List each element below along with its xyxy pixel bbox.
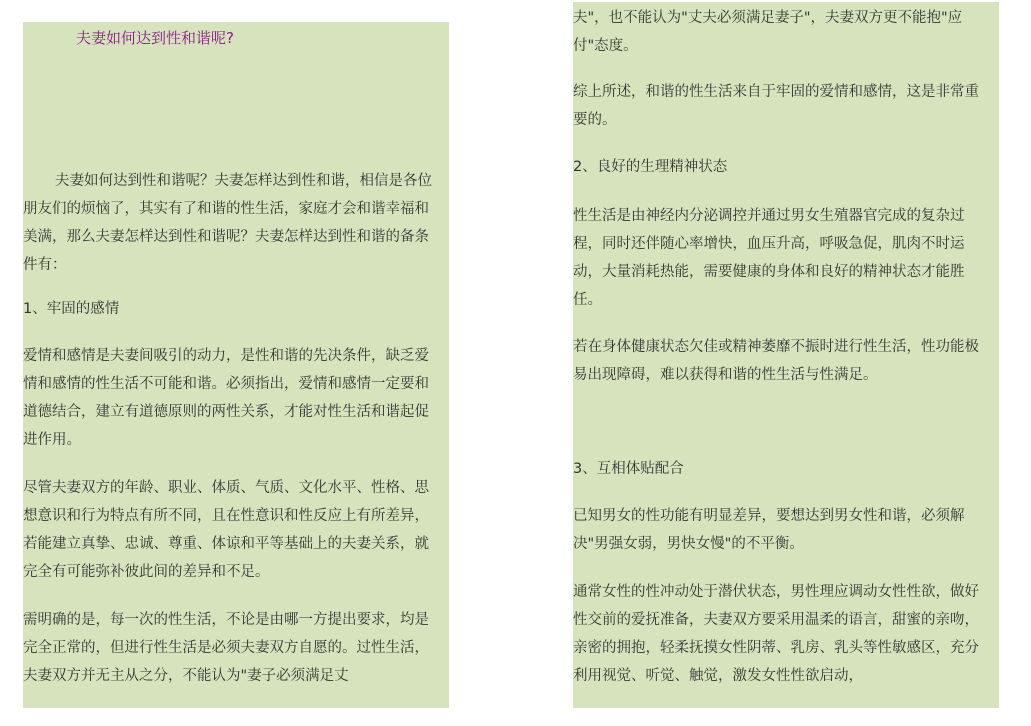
article-title: 夫妻如何达到性和谐呢? xyxy=(76,29,234,47)
article-column-right xyxy=(573,2,999,708)
paragraph: 已知男女的性功能有明显差异，要想达到男女性和谐，必须解决"男强女弱，男快女慢"的不平衡。 xyxy=(573,508,965,552)
section-heading-2: 2、良好的生理精神状态 xyxy=(573,159,728,175)
article-column-left xyxy=(23,22,449,708)
paragraph: 性生活是由神经内分泌调控并通过男女生殖器官完成的复杂过程，同时还伴随心率增快，血压升高，呼吸急促，肌肉不时运动，大量消耗热能，需要健康的身体和良好的精神状态才能胜任。 xyxy=(573,208,965,308)
paragraph: 需明确的是，每一次的性生活，不论是由哪一方提出要求，均是完全正常的，但进行性生活是必须夫妻双方自愿的。过性生活，夫妻双方并无主从之分，不能认为"妻子必须满足丈 xyxy=(23,612,429,684)
section-heading-1: 1、牢固的感情 xyxy=(23,301,120,317)
paragraph: 通常女性的性冲动处于潜伏状态，男性理应调动女性性欲，做好性交前的爱抚准备，夫妻双方要采用温柔的语言，甜蜜的亲吻，亲密的拥抱，轻柔抚摸女性阴蒂、乳房、乳头等性敏感区，充分利用视觉、听觉、触觉，激发女性性欲启动， xyxy=(573,584,979,684)
paragraph: 夫"，也不能认为"丈夫必须满足妻子"，夫妻双方更不能抱"应付"态度。 xyxy=(573,10,963,54)
paragraph: 尽管夫妻双方的年龄、职业、体质、气质、文化水平、性格、思想意识和行为特点有所不同，且在性意识和性反应上有所差异，若能建立真挚、忠诚、尊重、体谅和平等基础上的夫妻关系，就完全有可能弥补彼此间的差异和不足。 xyxy=(23,480,429,580)
paragraph: 爱情和感情是夫妻间吸引的动力，是性和谐的先决条件，缺乏爱情和感情的性生活不可能和谐。必须指出，爱情和感情一定要和道德结合，建立有道德原则的两性关系，才能对性生活和谐起促进作用。 xyxy=(23,348,429,448)
section-heading-3: 3、互相体贴配合 xyxy=(573,461,684,477)
paragraph: 若在身体健康状态欠佳或精神萎靡不振时进行性生活，性功能极易出现障碍，难以获得和谐的性生活与性满足。 xyxy=(573,339,979,383)
paragraph: 综上所述，和谐的性生活来自于牢固的爱情和感情，这是非常重要的。 xyxy=(573,84,979,128)
intro-paragraph: 夫妻如何达到性和谐呢？夫妻怎样达到性和谐，相信是各位朋友们的烦恼了，其实有了和谐的性生活，家庭才会和谐幸福和美满，那么夫妻怎样达到性和谐呢？夫妻怎样达到性和谐的备条件有： xyxy=(23,173,432,273)
